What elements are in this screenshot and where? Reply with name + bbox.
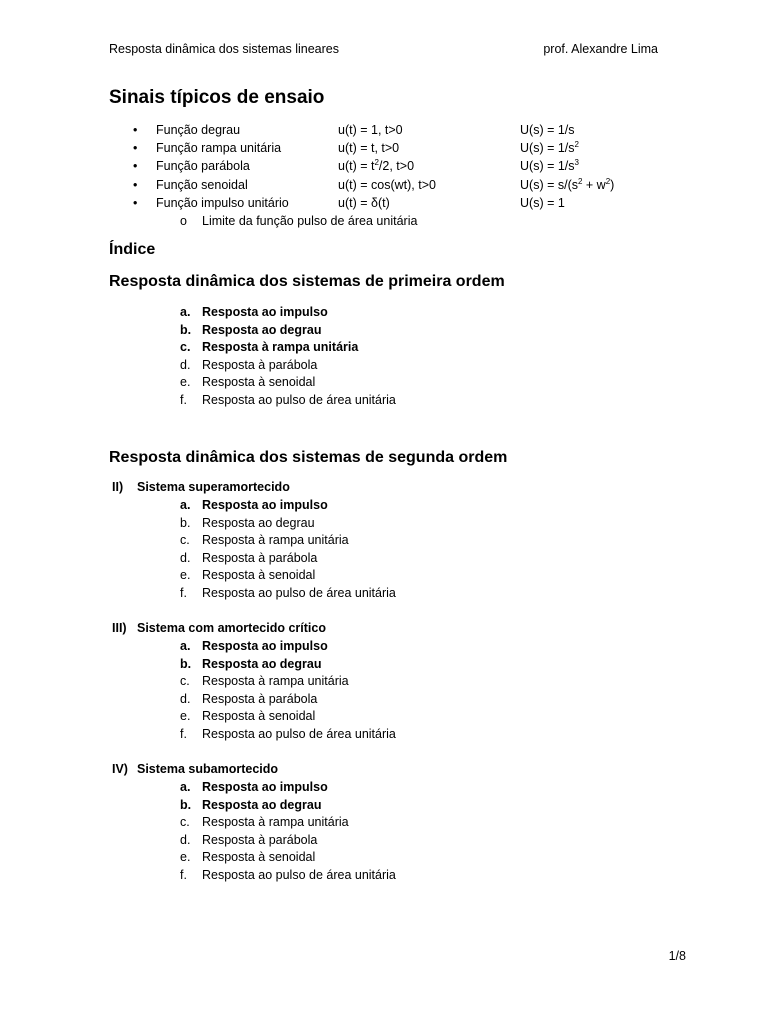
list-item — [0, 725, 768, 743]
list-item — [0, 848, 768, 866]
item-letter: e. — [180, 709, 191, 724]
list-item — [0, 338, 768, 356]
signal-row — [0, 176, 768, 194]
group-numeral: II) — [112, 480, 124, 494]
item-text: Resposta à parábola — [202, 550, 318, 565]
list-item — [0, 866, 768, 884]
group-numeral: IV) — [112, 762, 128, 776]
item-letter: e. — [180, 850, 191, 865]
signal-name: Função parábola — [156, 159, 250, 174]
signals-heading: Sinais típicos de ensaio — [109, 87, 325, 108]
item-text: Resposta à parábola — [202, 691, 318, 706]
item-text: Resposta à rampa unitária — [202, 533, 349, 548]
signal-laplace-transform: $U(s) = 1/s^2$ — [520, 140, 579, 156]
bullet-icon: • — [133, 141, 138, 156]
bullet-icon: • — [133, 195, 138, 210]
item-text: Resposta ao degrau — [202, 515, 315, 530]
signal-row — [0, 194, 768, 212]
item-text: Resposta ao impulso — [202, 498, 328, 512]
list-item — [0, 549, 768, 567]
item-text: Resposta à senoidal — [202, 375, 316, 390]
list-item — [0, 707, 768, 725]
item-text: Resposta ao pulso de área unitária — [202, 393, 396, 407]
bullet-icon: • — [133, 159, 138, 174]
group-heading — [0, 760, 768, 778]
item-text: Resposta à rampa unitária — [202, 674, 349, 689]
signal-laplace-transform: U(s) = 1/s — [520, 123, 575, 137]
list-item — [0, 356, 768, 374]
item-text: Resposta à rampa unitária — [202, 815, 349, 830]
signal-row — [0, 157, 768, 175]
list-item — [0, 655, 768, 673]
item-letter: d. — [180, 832, 191, 847]
hollow-bullet-icon: o — [180, 214, 187, 228]
list-item — [0, 566, 768, 584]
item-text: Resposta ao degrau — [202, 322, 322, 337]
page-number: 1/8 — [668, 949, 686, 963]
item-text: Resposta à parábola — [202, 357, 318, 372]
item-letter: d. — [180, 550, 191, 565]
signal-row — [0, 121, 768, 139]
bullet-icon: • — [133, 123, 138, 137]
signal-laplace-transform: $U(s) = s/(s^2 + w^2)$ — [520, 176, 615, 192]
header-author: prof. Alexandre Lima — [543, 42, 658, 56]
list-item — [0, 637, 768, 655]
list-item — [0, 321, 768, 339]
group-title: Sistema com amortecido crítico — [137, 621, 326, 635]
list-item — [0, 813, 768, 831]
index-heading: Índice — [109, 241, 156, 258]
item-text: Resposta à rampa unitária — [202, 340, 359, 355]
item-text: Resposta ao impulso — [202, 305, 328, 319]
item-letter: a. — [180, 780, 191, 794]
list-item — [0, 514, 768, 532]
item-letter: f. — [180, 393, 187, 407]
signal-laplace-transform: $U(s) = 1/s^3$ — [520, 158, 579, 174]
group-title: Sistema subamortecido — [137, 762, 279, 776]
item-letter: c. — [180, 674, 190, 689]
list-item — [0, 778, 768, 796]
group-title: Sistema superamortecido — [137, 480, 290, 494]
list-item — [0, 303, 768, 321]
item-letter: a. — [180, 639, 191, 653]
item-letter: b. — [180, 656, 192, 671]
item-letter: f. — [180, 868, 187, 882]
first-order-heading: Resposta dinâmica dos sistemas de primeira ordem — [109, 273, 505, 290]
item-text: Resposta à senoidal — [202, 568, 316, 583]
item-text: Resposta ao pulso de área unitária — [202, 586, 396, 600]
bullet-icon: • — [133, 177, 138, 192]
signal-time-function: u(t) = t, t>0 — [338, 141, 400, 156]
item-letter: d. — [180, 357, 191, 372]
signal-time-function: u(t) = cos(wt), t>0 — [338, 177, 436, 192]
item-text: Resposta ao pulso de área unitária — [202, 727, 396, 741]
signal-time-function: u(t) = δ(t) — [338, 195, 390, 210]
signal-name: Função senoidal — [156, 177, 248, 192]
item-letter: f. — [180, 727, 187, 741]
item-letter: b. — [180, 322, 192, 337]
item-text: Resposta à senoidal — [202, 850, 316, 865]
signal-time-function: u(t) = 1, t>0 — [338, 123, 403, 137]
item-text: Resposta ao degrau — [202, 797, 322, 812]
signals-subitem-text: Limite da função pulso de área unitária — [202, 214, 418, 228]
item-letter: c. — [180, 340, 191, 355]
list-item — [0, 796, 768, 814]
item-letter: e. — [180, 375, 191, 390]
list-item — [0, 496, 768, 514]
signal-laplace-transform: U(s) = 1 — [520, 195, 565, 210]
second-order-heading: Resposta dinâmica dos sistemas de segunda ordem — [109, 449, 508, 466]
item-letter: c. — [180, 815, 190, 830]
signal-name: Função impulso unitário — [156, 195, 289, 210]
header-title: Resposta dinâmica dos sistemas lineares — [109, 42, 339, 56]
group-heading — [0, 478, 768, 496]
list-item — [0, 391, 768, 409]
list-item — [0, 373, 768, 391]
list-item — [0, 531, 768, 549]
item-text: Resposta à senoidal — [202, 709, 316, 724]
group-numeral: III) — [112, 621, 127, 635]
list-item — [0, 584, 768, 602]
signal-time-function: $u(t) = t^2/2$, t>0 — [338, 158, 415, 174]
item-text: Resposta ao impulso — [202, 639, 328, 653]
signal-row — [0, 139, 768, 157]
signal-name: Função rampa unitária — [156, 141, 282, 156]
item-letter: a. — [180, 498, 191, 512]
item-letter: e. — [180, 568, 191, 583]
list-item — [0, 672, 768, 690]
item-letter: c. — [180, 533, 190, 548]
item-letter: b. — [180, 515, 191, 530]
signal-name: Função degrau — [156, 123, 241, 137]
item-text: Resposta ao pulso de área unitária — [202, 868, 396, 882]
item-letter: f. — [180, 586, 187, 600]
list-item — [0, 690, 768, 708]
item-text: Resposta à parábola — [202, 832, 318, 847]
item-letter: a. — [180, 305, 191, 319]
item-text: Resposta ao impulso — [202, 780, 328, 794]
group-heading — [0, 619, 768, 637]
item-text: Resposta ao degrau — [202, 656, 322, 671]
item-letter: b. — [180, 797, 192, 812]
list-item — [0, 831, 768, 849]
signals-subitem — [0, 212, 768, 230]
item-letter: d. — [180, 691, 191, 706]
